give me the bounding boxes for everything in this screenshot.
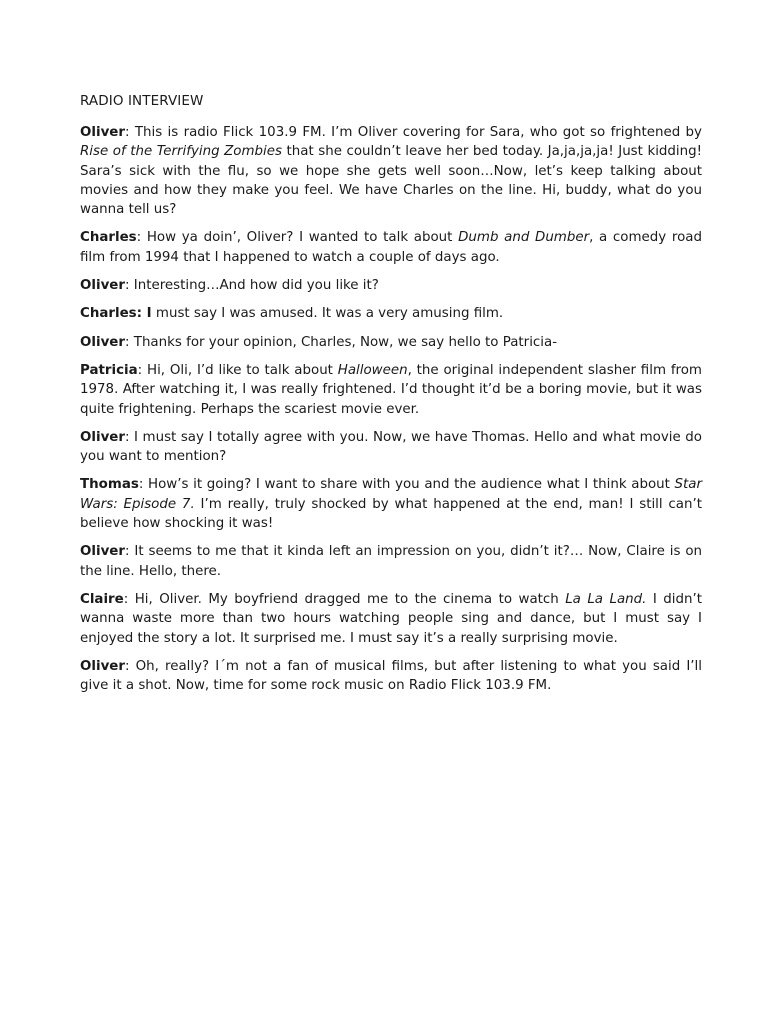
dialogue-turn <box>80 475 702 533</box>
dialogue-text: This is radio Flick 103.9 FM. I’m Oliver covering for Sara, who got so frightened by <box>134 125 702 140</box>
speaker-name: Claire <box>80 591 124 607</box>
dialogue-text: Interesting…And how did you like it? <box>133 278 379 294</box>
speaker-separator: : <box>124 278 134 294</box>
dialogue-text: that she couldn’t leave her bed today. Ja,ja,ja,ja! Just kidding! Sara’s sick with the flu, so we hope she gets well soon…Now, let’s keep talking about movies and how they make you feel. We have Charles on the line. Hi, buddy, what do you wanna tell us? <box>80 144 702 218</box>
dialogue-text: Hi, Oliver. My boyfriend dragged me to the cinema to watch <box>134 591 566 607</box>
dialogue-text: How’s it going? I want to share with you and the audience what I think about <box>148 477 675 493</box>
dialogue-turn <box>80 657 702 696</box>
speaker-name: Oliver <box>80 334 125 350</box>
dialogue-text: must say I was amused. It was a very amusing film. <box>155 306 504 322</box>
speaker-name: Charles: I <box>80 306 152 322</box>
dialogue-turn <box>80 333 702 352</box>
speaker-separator: : <box>137 362 147 378</box>
dialogue-text: I must say I totally agree with you. Now, we have Thomas. Hello and what movie do you want to mention? <box>80 429 702 465</box>
dialogue-turn <box>80 123 702 219</box>
interview-transcript <box>80 123 702 695</box>
speaker-separator: : <box>124 334 134 350</box>
dialogue-text: Thanks for your opinion, Charles, Now, we say hello to Patricia- <box>133 334 558 350</box>
speaker-name: Oliver <box>80 658 125 674</box>
document-page <box>80 93 702 704</box>
dialogue-turn <box>80 590 702 648</box>
dialogue-text: Hi, Oli, I’d like to talk about <box>147 362 338 378</box>
speaker-name: Oliver <box>80 429 125 445</box>
dialogue-text: I’m really, truly shocked by what happened at the end, man! I still can’t believe how shocking it was! <box>80 496 702 532</box>
movie-title: Dumb and Dumber <box>458 230 590 246</box>
speaker-separator: : <box>124 125 135 140</box>
speaker-separator: : <box>138 477 149 493</box>
speaker-separator: : <box>123 591 135 607</box>
dialogue-text: It seems to me that it kinda left an impression on you, didn’t it?… Now, Claire is on the line. Hello, there. <box>80 544 702 579</box>
speaker-separator: : <box>124 658 136 674</box>
dialogue-turn <box>80 304 702 323</box>
dialogue-turn <box>80 542 702 581</box>
speaker-name: Oliver <box>80 278 125 294</box>
movie-title: Halloween <box>337 362 408 378</box>
dialogue-text: How ya doin’, Oliver? I wanted to talk about <box>146 230 459 246</box>
dialogue-text: I didn’t wanna waste more than two hours watching people sing and dance, but I must say I enjoyed the story a lot. It surprised me. I must say it’s a really surprising movie. <box>80 591 702 646</box>
speaker-name: Oliver <box>80 125 125 140</box>
movie-title: Star Wars: Episode 7. <box>80 477 703 512</box>
speaker-name: Charles <box>80 230 137 246</box>
dialogue-text: , the original independent slasher film from 1978. After watching it, I was really frightened. I’d thought it’d be a boring movie, but it was quite frightening. Perhaps the scariest movie ever. <box>80 362 702 417</box>
speaker-name: Patricia <box>80 362 138 378</box>
movie-title: Rise of the Terrifying Zombies <box>80 144 282 160</box>
dialogue-turn <box>80 228 702 267</box>
speaker-name: Oliver <box>80 544 125 560</box>
dialogue-text: , a comedy road film from 1994 that I happened to watch a couple of days ago. <box>80 230 702 265</box>
speaker-separator: : <box>124 544 135 560</box>
dialogue-turn <box>80 428 702 467</box>
speaker-separator: : <box>124 429 135 445</box>
speaker-name: Thomas <box>80 477 139 493</box>
dialogue-text: Oh, really? I´m not a fan of musical films, but after listening to what you said I’ll give it a shot. Now, time for some rock music on Radio Flick 103.9 FM. <box>80 658 702 694</box>
dialogue-turn <box>80 276 702 295</box>
speaker-separator: : <box>136 230 147 246</box>
movie-title: La La Land. <box>565 591 647 607</box>
document-title: RADIO INTERVIEW <box>80 93 204 109</box>
dialogue-turn <box>80 361 702 419</box>
